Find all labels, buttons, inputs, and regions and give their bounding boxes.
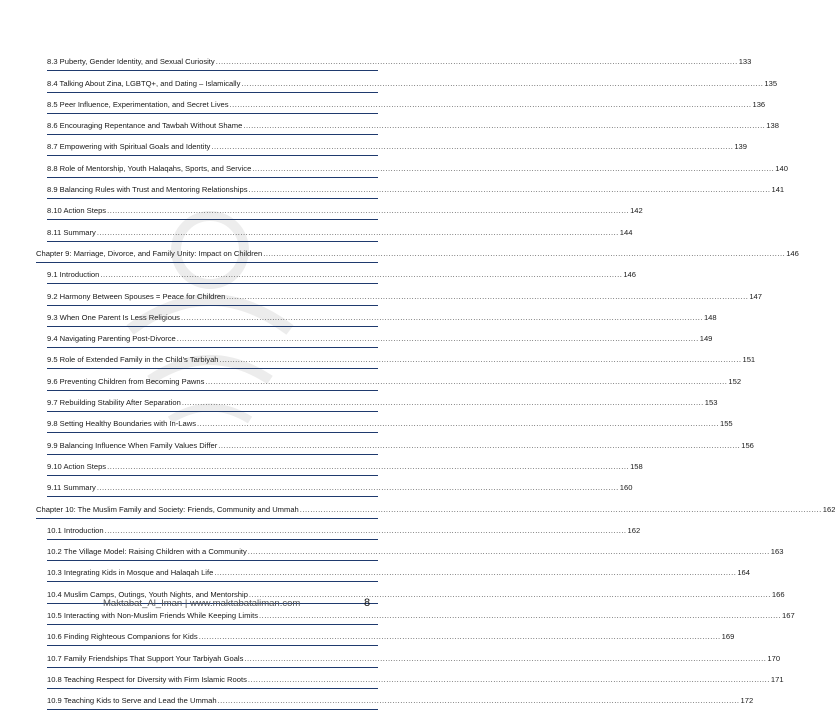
toc-section-entry[interactable] <box>0 646 781 667</box>
toc-entry-page: 162 <box>822 504 835 514</box>
toc-section-entry[interactable] <box>0 199 643 220</box>
toc-entry-title: 10.2 The Village Model: Raising Children with a Community <box>47 547 247 557</box>
toc-entry-page: 149 <box>699 334 713 344</box>
toc-section-entry[interactable] <box>0 455 643 476</box>
toc-leader-dots: ........................................................................................................................................................................................................ <box>211 142 734 152</box>
toc-entry-title: 10.7 Family Friendships That Support Your Tarbiyah Goals <box>47 653 244 663</box>
toc-entry-page: 139 <box>734 142 747 152</box>
toc-entry-page: 146 <box>623 270 636 280</box>
toc-entry-title: 8.4 Talking About Zina, LGBTQ+, and Dating – Islamically <box>47 78 241 88</box>
toc-section-entry[interactable] <box>0 625 735 646</box>
toc-leader-dots: ........................................................................................................................................................................................................ <box>241 78 764 88</box>
toc-section-entry[interactable] <box>0 476 633 497</box>
toc-section-entry[interactable] <box>0 561 750 582</box>
toc-entry-title: 9.4 Navigating Parenting Post-Divorce <box>47 334 176 344</box>
toc-leader-dots: ........................................................................................................................................................................................................ <box>217 696 740 706</box>
toc-entry-page: 144 <box>619 227 633 237</box>
toc-section-entry[interactable] <box>0 114 779 135</box>
toc-entry-page: 148 <box>703 312 717 322</box>
toc-section-entry[interactable] <box>0 348 756 369</box>
toc-section-entry[interactable] <box>0 412 733 433</box>
toc-leader-dots: ........................................................................................................................................................................................................ <box>263 248 786 258</box>
toc-section-entry[interactable] <box>0 93 766 114</box>
toc-entry-page: 167 <box>782 611 795 621</box>
toc-entry-title: 10.3 Integrating Kids in Mosque and Halaqah Life <box>47 568 214 578</box>
toc-section-entry[interactable] <box>0 71 778 92</box>
toc-entry-page: 166 <box>771 589 785 599</box>
toc-entry-page: 151 <box>742 355 756 365</box>
toc-entry-page: 146 <box>786 248 799 258</box>
toc-section-entry[interactable] <box>0 178 785 199</box>
toc-section-entry[interactable] <box>0 327 713 348</box>
footer-site: Maktabat_Al_Iman | www.maktabataliman.com <box>103 598 301 609</box>
toc-entry-page: 140 <box>775 163 788 173</box>
toc-entry-title: 9.9 Balancing Influence When Family Values Differ <box>47 440 218 450</box>
toc-entry-title: 10.6 Finding Righteous Companions for Kids <box>47 632 198 642</box>
toc-leader-dots: ........................................................................................................................................................................................................ <box>100 270 623 280</box>
toc-leader-dots: ........................................................................................................................................................................................................ <box>252 163 775 173</box>
toc-entry-title: 10.5 Interacting with Non-Muslim Friends While Keeping Limits <box>47 611 259 621</box>
toc-entry-title: 9.7 Rebuilding Stability After Separation <box>47 398 181 408</box>
toc-entry-title: 9.2 Harmony Between Spouses = Peace for Children <box>47 291 226 301</box>
page-number: 8 <box>364 597 371 609</box>
toc-leader-dots: ........................................................................................................................................................................................................ <box>96 483 619 493</box>
toc-entry-title: 10.9 Teaching Kids to Serve and Lead the Ummah <box>47 696 217 706</box>
toc-leader-dots: ........................................................................................................................................................................................................ <box>244 653 767 663</box>
toc-section-entry[interactable] <box>0 263 636 284</box>
toc-section-entry[interactable] <box>0 540 784 561</box>
toc-entry-title: 8.6 Encouraging Repentance and Tawbah Without Shame <box>47 121 243 131</box>
toc-leader-dots: ........................................................................................................................................................................................................ <box>248 185 771 195</box>
toc-entry-title: 9.8 Setting Healthy Boundaries with In-Laws <box>47 419 197 429</box>
toc-entry-page: 141 <box>771 185 785 195</box>
toc-entry-title: 9.11 Summary <box>47 483 96 493</box>
toc-entry-page: 171 <box>770 674 784 684</box>
toc-entry-page: 160 <box>619 483 633 493</box>
toc-leader-dots: ........................................................................................................................................................................................................ <box>247 547 770 557</box>
toc-entry-title: 8.11 Summary <box>47 227 96 237</box>
toc-entry-title: 10.8 Teaching Respect for Diversity with Firm Islamic Roots <box>47 674 247 684</box>
toc-leader-dots: ........................................................................................................................................................................................................ <box>205 376 728 386</box>
toc-leader-dots: ........................................................................................................................................................................................................ <box>243 121 766 131</box>
toc-entry-page: 164 <box>737 568 750 578</box>
toc-chapter-entry[interactable] <box>0 242 799 263</box>
toc-entry-page: 156 <box>741 440 754 450</box>
toc-entry-title: 8.7 Empowering with Spiritual Goals and Identity <box>47 142 211 152</box>
toc-leader-dots: ........................................................................................................................................................................................................ <box>218 440 741 450</box>
toc-section-entry[interactable] <box>0 156 788 177</box>
toc-leader-dots: ........................................................................................................................................................................................................ <box>219 355 742 365</box>
toc-entry-title: 8.9 Balancing Rules with Trust and Mentoring Relationships <box>47 185 248 195</box>
toc-entry-title: 9.5 Role of Extended Family in the Child’s Tarbiyah <box>47 355 219 365</box>
table-of-contents <box>0 50 835 710</box>
toc-entry-title: 9.10 Action Steps <box>47 461 107 471</box>
toc-section-entry[interactable] <box>0 369 742 390</box>
toc-entry-title: 8.3 Puberty, Gender Identity, and Sexual Curiosity <box>47 57 215 67</box>
toc-section-entry[interactable] <box>0 433 754 454</box>
toc-chapter-entry[interactable] <box>0 497 835 518</box>
toc-section-entry[interactable] <box>0 391 718 412</box>
toc-leader-dots: ........................................................................................................................................................................................................ <box>259 611 781 621</box>
toc-section-entry[interactable] <box>0 519 641 540</box>
toc-leader-dots: ........................................................................................................................................................................................................ <box>214 568 737 578</box>
toc-entry-title: Chapter 9: Marriage, Divorce, and Family Unity: Impact on Children <box>36 248 263 258</box>
toc-leader-dots: ........................................................................................................................................................................................................ <box>215 57 738 67</box>
toc-entry-title: 8.10 Action Steps <box>47 206 107 216</box>
toc-leader-dots: ........................................................................................................................................................................................................ <box>197 419 719 429</box>
toc-entry-title: 9.1 Introduction <box>47 270 100 280</box>
toc-entry-page: 155 <box>719 419 733 429</box>
toc-section-entry[interactable] <box>0 689 754 710</box>
toc-section-entry[interactable] <box>0 668 784 689</box>
toc-section-entry[interactable] <box>0 50 752 71</box>
toc-leader-dots: ........................................................................................................................................................................................................ <box>299 504 822 514</box>
toc-entry-page: 135 <box>764 78 778 88</box>
toc-entry-title: 10.4 Muslim Camps, Outings, Youth Nights, and Mentorship <box>47 589 248 599</box>
toc-entry-page: 147 <box>749 291 762 301</box>
toc-entry-page: 172 <box>740 696 754 706</box>
toc-leader-dots: ........................................................................................................................................................................................................ <box>226 291 749 301</box>
toc-section-entry[interactable] <box>0 135 747 156</box>
toc-entry-page: 169 <box>721 632 735 642</box>
toc-entry-page: 142 <box>630 206 643 216</box>
toc-entry-page: 136 <box>752 99 766 109</box>
toc-leader-dots: ........................................................................................................................................................................................................ <box>248 589 771 599</box>
toc-entry-page: 170 <box>767 653 781 663</box>
toc-leader-dots: ........................................................................................................................................................................................................ <box>107 461 630 471</box>
toc-leader-dots: ........................................................................................................................................................................................................ <box>198 632 721 642</box>
toc-entry-title: 8.8 Role of Mentorship, Youth Halaqahs, Sports, and Service <box>47 163 252 173</box>
toc-section-entry[interactable] <box>0 306 717 327</box>
toc-entry-page: 152 <box>728 376 742 386</box>
toc-leader-dots: ........................................................................................................................................................................................................ <box>181 398 704 408</box>
toc-entry-page: 138 <box>766 121 779 131</box>
toc-leader-dots: ........................................................................................................................................................................................................ <box>104 525 627 535</box>
toc-entry-page: 162 <box>627 525 641 535</box>
toc-entry-title: 8.5 Peer Influence, Experimentation, and Secret Lives <box>47 99 229 109</box>
toc-section-entry[interactable] <box>0 220 633 241</box>
toc-leader-dots: ........................................................................................................................................................................................................ <box>180 312 703 322</box>
toc-entry-title: Chapter 10: The Muslim Family and Society: Friends, Community and Ummah <box>36 504 299 514</box>
toc-entry-title: 9.6 Preventing Children from Becoming Pawns <box>47 376 205 386</box>
toc-leader-dots: ........................................................................................................................................................................................................ <box>176 334 699 344</box>
toc-leader-dots: ........................................................................................................................................................................................................ <box>107 206 630 216</box>
toc-leader-dots: ........................................................................................................................................................................................................ <box>96 227 619 237</box>
toc-entry-title: 10.1 Introduction <box>47 525 104 535</box>
toc-entry-title: 9.3 When One Parent Is Less Religious <box>47 312 180 322</box>
toc-entry-page: 158 <box>630 461 643 471</box>
toc-leader-dots: ........................................................................................................................................................................................................ <box>247 674 770 684</box>
toc-entry-page: 163 <box>770 547 784 557</box>
toc-entry-page: 133 <box>738 57 752 67</box>
toc-section-entry[interactable] <box>0 284 762 305</box>
toc-entry-page: 153 <box>704 398 718 408</box>
toc-leader-dots: ........................................................................................................................................................................................................ <box>229 99 752 109</box>
